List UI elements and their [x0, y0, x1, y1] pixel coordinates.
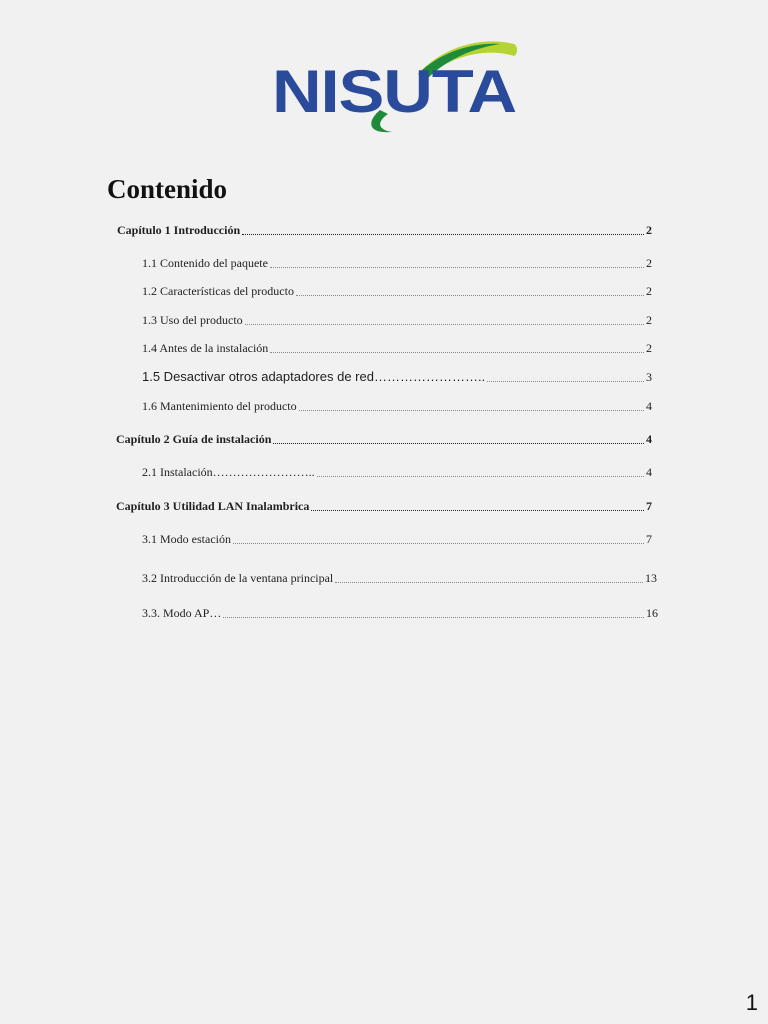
- toc-entry-label: Capítulo 1 Introducción: [117, 223, 241, 237]
- toc-page-number: 2: [646, 256, 652, 270]
- toc-leader: [487, 380, 644, 382]
- toc-entry-3-2[interactable]: [142, 571, 657, 586]
- toc-page-number: 7: [646, 532, 652, 546]
- toc-entry-1-4[interactable]: [142, 341, 652, 356]
- toc-entry-label: 3.3. Modo AP…: [142, 606, 222, 620]
- toc-leader: [299, 409, 644, 411]
- toc-entry-label: 2.1 Instalación……………………..: [142, 465, 315, 479]
- toc-leader: [270, 351, 644, 353]
- toc-page-number: 2: [646, 284, 652, 298]
- toc-entry-label: 1.4 Antes de la instalación: [142, 341, 269, 355]
- toc-leader: [270, 266, 644, 268]
- page-title: Contenido: [107, 174, 228, 204]
- toc-page-number: 3: [646, 370, 652, 384]
- toc-entry-label: 1.5 Desactivar otros adaptadores de red……………………..: [142, 369, 486, 384]
- toc-page-number: 4: [646, 465, 652, 479]
- toc-page-number: 2: [646, 341, 652, 355]
- toc-page-number: 2: [646, 313, 652, 327]
- toc-leader: [223, 616, 644, 618]
- toc-entry-2-1[interactable]: [142, 465, 652, 480]
- toc-entry-3-3[interactable]: [142, 606, 658, 621]
- page-number: 1: [745, 990, 758, 1015]
- toc-page-number: 16: [646, 606, 658, 620]
- toc-leader: [311, 509, 644, 511]
- toc-page-number: 2: [646, 223, 652, 237]
- toc-page-number: 7: [646, 499, 652, 513]
- toc-leader: [233, 542, 644, 544]
- toc-leader: [245, 323, 644, 325]
- toc-leader: [317, 475, 644, 477]
- toc-page-number: 13: [645, 571, 657, 585]
- toc-entry-label: 1.6 Mantenimiento del producto: [142, 399, 297, 413]
- toc-entry-1-1[interactable]: [142, 256, 652, 271]
- toc-leader: [242, 233, 644, 235]
- toc-entry-3-1[interactable]: [142, 532, 652, 547]
- toc-entry-label: 3.1 Modo estación: [142, 532, 231, 546]
- toc-page-number: 4: [646, 399, 652, 413]
- toc-entry-chapter-2[interactable]: [116, 432, 652, 447]
- toc-entry-label: 1.1 Contenido del paquete: [142, 256, 268, 270]
- toc-leader: [296, 294, 644, 296]
- toc-entry-1-6[interactable]: [142, 399, 652, 414]
- toc-page-number: 4: [646, 432, 652, 446]
- toc-leader: [273, 442, 644, 444]
- toc-entry-label: 1.3 Uso del producto: [142, 313, 243, 327]
- toc-leader: [335, 581, 643, 583]
- toc-entry-chapter-1[interactable]: [117, 223, 652, 238]
- toc-entry-label: 1.2 Características del producto: [142, 284, 294, 298]
- toc-entry-label: 3.2 Introducción de la ventana principal: [142, 571, 334, 585]
- logo-wordmark: NISUTA: [272, 58, 516, 125]
- toc-entry-label: Capítulo 2 Guía de instalación: [116, 432, 272, 446]
- toc-entry-1-5[interactable]: [142, 369, 652, 385]
- toc-entry-1-3[interactable]: [142, 313, 652, 328]
- toc-entry-1-2[interactable]: [142, 284, 652, 299]
- toc-entry-label: Capítulo 3 Utilidad LAN Inalambrica: [116, 499, 310, 513]
- toc-entry-chapter-3[interactable]: [116, 499, 652, 514]
